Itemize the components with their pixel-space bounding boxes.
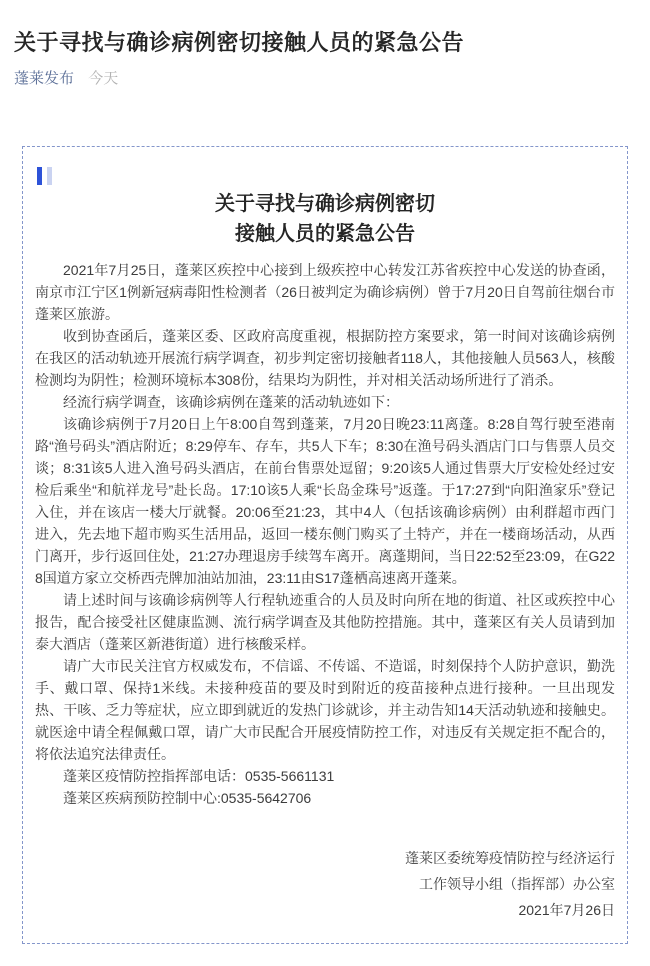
notice-paragraph: 收到协查函后，蓬莱区委、区政府高度重视，根据防控方案要求，第一时间对该确诊病例在我区的活动轨迹开展流行病学调查，初步判定密切接触者118人，其他接触人员563人，核酸检测均为阴性；检测环境标本308份，结果均为阴性，并对相关活动场所进行了消杀。 — [35, 328, 615, 388]
notice-body — [35, 259, 615, 809]
notice-paragraph: 请上述时间与该确诊病例等人行程轨迹重合的人员及时向所在地的街道、社区或疾控中心报告，配合接受社区健康监测、流行病学调查及其他防控措施。其中，蓬莱区有关人员请到加泰大酒店（蓬莱区新港街道）进行核酸采样。 — [35, 592, 615, 652]
notice-paragraph: 经流行病学调查，该确诊病例在蓬莱的活动轨迹如下： — [63, 394, 399, 410]
account-name-link[interactable]: 蓬莱发布 — [14, 70, 75, 87]
notice-title — [35, 189, 615, 249]
notice-paragraph: 2021年7月25日，蓬莱区疾控中心接到上级疾控中心转发江苏省疾控中心发送的协查函，南京市江宁区1例新冠病毒阳性检测者（26日被判定为确诊病例）曾于7月20日自驾前往烟台市蓬莱区旅游。 — [35, 262, 615, 322]
signature-block — [35, 845, 615, 923]
notice-card — [22, 146, 628, 944]
publish-time: 今天 — [88, 70, 119, 87]
signature-org-line-1: 蓬莱区委统筹疫情防控与经济运行 — [405, 850, 615, 866]
contact-phone-command-center: 蓬莱区疫情防控指挥部电话：0535-5661131 — [63, 768, 335, 784]
quote-bar-light — [47, 167, 52, 185]
page-title: 关于寻找与确诊病例密切接触人员的紧急公告 — [14, 30, 465, 55]
byline — [14, 68, 636, 89]
signature-date: 2021年7月26日 — [518, 902, 615, 918]
notice-title-line-2: 接触人员的紧急公告 — [235, 223, 415, 245]
notice-title-line-1: 关于寻找与确诊病例密切 — [215, 193, 435, 215]
quote-decoration-icon — [37, 167, 615, 185]
quote-bar-dark — [37, 167, 42, 185]
signature-org-line-2: 工作领导小组（指挥部）办公室 — [419, 876, 615, 892]
contact-phone-cdc: 蓬莱区疾病预防控制中心:0535-5642706 — [63, 790, 312, 806]
notice-paragraph-trajectory: 该确诊病例于7月20日上午8:00自驾到蓬莱，7月20日晚23:11离蓬。8:28自驾行驶至港南路“渔号码头”酒店附近；8:29停车、存车，共5人下车；8:30在渔号码头酒店门口与售票人员交谈；8:31该5人进入渔号码头酒店，在前台售票处逗留；9:20该5人通过售票大厅安检处经过安检后乘坐“和航祥龙号”赴长岛。17:10该5人乘“长岛金珠号”返蓬。于17:27到“向阳渔家乐”登记入住，并在该店一楼大厅就餐。20:06至21:23，其中4人（包括该确诊病例）由利群超市西门进入，先去地下超市购买生活用品，返回一楼东侧门购买了土特产，并在一楼商场活动，从西门离开，步行返回住处，21:27办理退房手续驾车离开。离蓬期间，当日22:52至23:09，在G228国道方家立交桥西壳牌加油站加油，23:11由S17蓬栖高速离开蓬莱。 — [35, 416, 615, 586]
notice-paragraph: 请广大市民关注官方权威发布，不信谣、不传谣、不造谣，时刻保持个人防护意识，勤洗手、戴口罩、保持1米线。未接种疫苗的要及时到附近的疫苗接种点进行接种。一旦出现发热、干咳、乏力等症状，应立即到就近的发热门诊就诊，并主动告知14天活动轨迹和接触史。就医途中请全程佩戴口罩，请广大市民配合开展疫情防控工作，对违反有关规定拒不配合的，将依法追究法律责任。 — [35, 658, 615, 762]
